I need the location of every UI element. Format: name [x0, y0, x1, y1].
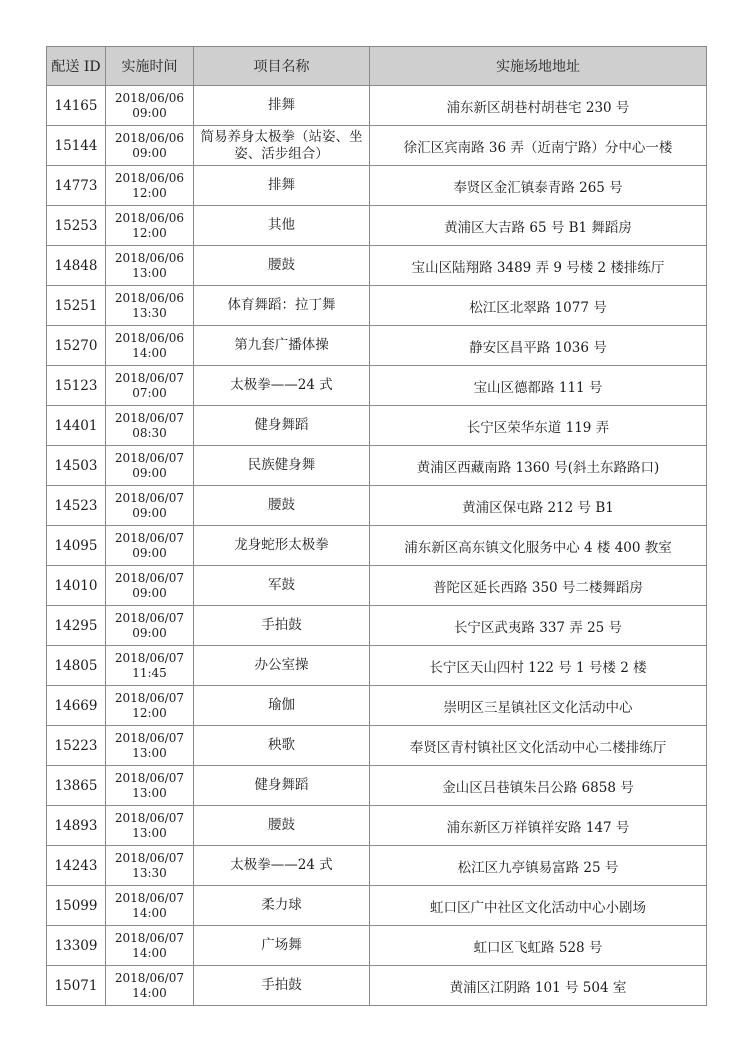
cell-id: 14165 — [47, 86, 106, 126]
cell-address: 浦东新区胡巷村胡巷宅 230 号 — [370, 86, 707, 126]
table-row — [47, 166, 707, 206]
cell-time — [106, 326, 194, 366]
table-row — [47, 126, 707, 166]
cell-date: 2018/06/07 — [114, 370, 185, 385]
cell-clock: 08:30 — [132, 425, 167, 440]
table-row — [47, 926, 707, 966]
cell-clock: 14:00 — [132, 905, 167, 920]
cell-clock: 12:00 — [132, 185, 167, 200]
cell-id: 14010 — [47, 566, 106, 606]
cell-project-name: 秧歌 — [194, 726, 370, 766]
cell-date: 2018/06/07 — [114, 850, 185, 865]
header-project-name: 项目名称 — [194, 47, 370, 86]
cell-project-name: 太极拳——24 式 — [194, 366, 370, 406]
cell-date: 2018/06/06 — [114, 290, 185, 305]
cell-time — [106, 366, 194, 406]
cell-id: 14773 — [47, 166, 106, 206]
cell-clock: 09:00 — [132, 465, 167, 480]
cell-address: 静安区昌平路 1036 号 — [370, 326, 707, 366]
table-row — [47, 86, 707, 126]
cell-clock: 09:00 — [132, 545, 167, 560]
cell-date: 2018/06/07 — [114, 770, 185, 785]
cell-project-name: 健身舞蹈 — [194, 406, 370, 446]
cell-time — [106, 86, 194, 126]
cell-project-name: 龙身蛇形太极拳 — [194, 526, 370, 566]
cell-address: 松江区九亭镇易富路 25 号 — [370, 846, 707, 886]
cell-clock: 09:00 — [132, 105, 167, 120]
cell-project-name: 办公室操 — [194, 646, 370, 686]
cell-address: 黄浦区保屯路 212 号 B1 — [370, 486, 707, 526]
cell-date: 2018/06/07 — [114, 610, 185, 625]
cell-date: 2018/06/06 — [114, 130, 185, 145]
cell-id: 14848 — [47, 246, 106, 286]
cell-id: 15099 — [47, 886, 106, 926]
cell-time — [106, 926, 194, 966]
cell-project-name: 排舞 — [194, 166, 370, 206]
cell-project-name: 军鼓 — [194, 566, 370, 606]
cell-clock: 13:00 — [132, 745, 167, 760]
cell-time — [106, 966, 194, 1006]
cell-address: 崇明区三星镇社区文化活动中心 — [370, 686, 707, 726]
table-row — [47, 766, 707, 806]
cell-time — [106, 566, 194, 606]
cell-address: 宝山区陆翔路 3489 弄 9 号楼 2 楼排练厅 — [370, 246, 707, 286]
cell-address: 长宁区荣华东道 119 弄 — [370, 406, 707, 446]
cell-time — [106, 246, 194, 286]
table-row — [47, 966, 707, 1006]
cell-clock: 14:00 — [132, 945, 167, 960]
table-row — [47, 486, 707, 526]
cell-address: 浦东新区高东镇文化服务中心 4 楼 400 教室 — [370, 526, 707, 566]
table-header-row — [47, 47, 707, 86]
header-address: 实施场地地址 — [370, 47, 707, 86]
cell-clock: 09:00 — [132, 625, 167, 640]
cell-date: 2018/06/07 — [114, 810, 185, 825]
cell-date: 2018/06/07 — [114, 450, 185, 465]
cell-address: 长宁区武夷路 337 弄 25 号 — [370, 606, 707, 646]
cell-date: 2018/06/07 — [114, 490, 185, 505]
cell-time — [106, 886, 194, 926]
cell-time — [106, 846, 194, 886]
cell-date: 2018/06/07 — [114, 650, 185, 665]
cell-time — [106, 286, 194, 326]
table-row — [47, 286, 707, 326]
cell-time — [106, 646, 194, 686]
cell-address: 金山区吕巷镇朱吕公路 6858 号 — [370, 766, 707, 806]
cell-date: 2018/06/07 — [114, 890, 185, 905]
table-row — [47, 726, 707, 766]
cell-id: 14805 — [47, 646, 106, 686]
table-row — [47, 846, 707, 886]
cell-project-name: 广场舞 — [194, 926, 370, 966]
header-time: 实施时间 — [106, 47, 194, 86]
cell-clock: 09:00 — [132, 585, 167, 600]
cell-id: 14401 — [47, 406, 106, 446]
cell-time — [106, 606, 194, 646]
cell-id: 14523 — [47, 486, 106, 526]
cell-clock: 07:00 — [132, 385, 167, 400]
cell-clock: 13:00 — [132, 265, 167, 280]
cell-id: 15071 — [47, 966, 106, 1006]
cell-date: 2018/06/06 — [114, 250, 185, 265]
cell-time — [106, 166, 194, 206]
cell-date: 2018/06/07 — [114, 570, 185, 585]
cell-project-name: 排舞 — [194, 86, 370, 126]
cell-date: 2018/06/07 — [114, 410, 185, 425]
cell-clock: 12:00 — [132, 705, 167, 720]
cell-date: 2018/06/06 — [114, 170, 185, 185]
cell-id: 14095 — [47, 526, 106, 566]
cell-address: 奉贤区金汇镇泰青路 265 号 — [370, 166, 707, 206]
cell-time — [106, 446, 194, 486]
table-row — [47, 366, 707, 406]
cell-address: 黄浦区大吉路 65 号 B1 舞蹈房 — [370, 206, 707, 246]
cell-project-name: 柔力球 — [194, 886, 370, 926]
cell-id: 14243 — [47, 846, 106, 886]
table-row — [47, 326, 707, 366]
cell-date: 2018/06/07 — [114, 970, 185, 985]
cell-time — [106, 806, 194, 846]
cell-id: 13865 — [47, 766, 106, 806]
cell-id: 14669 — [47, 686, 106, 726]
cell-time — [106, 206, 194, 246]
cell-address: 浦东新区万祥镇祥安路 147 号 — [370, 806, 707, 846]
cell-project-name: 手拍鼓 — [194, 606, 370, 646]
table-row — [47, 446, 707, 486]
cell-id: 14503 — [47, 446, 106, 486]
cell-project-name: 瑜伽 — [194, 686, 370, 726]
table-row — [47, 206, 707, 246]
table-row — [47, 406, 707, 446]
table-row — [47, 246, 707, 286]
cell-project-name: 第九套广播体操 — [194, 326, 370, 366]
cell-address: 普陀区延长西路 350 号二楼舞蹈房 — [370, 566, 707, 606]
cell-project-name: 腰鼓 — [194, 806, 370, 846]
schedule-table — [46, 46, 707, 1006]
cell-project-name: 其他 — [194, 206, 370, 246]
cell-id: 15223 — [47, 726, 106, 766]
cell-clock: 11:45 — [132, 665, 167, 680]
table-row — [47, 806, 707, 846]
cell-id: 13309 — [47, 926, 106, 966]
cell-project-name: 健身舞蹈 — [194, 766, 370, 806]
cell-date: 2018/06/07 — [114, 930, 185, 945]
table-row — [47, 646, 707, 686]
cell-time — [106, 726, 194, 766]
cell-id: 15123 — [47, 366, 106, 406]
table-row — [47, 566, 707, 606]
cell-date: 2018/06/06 — [114, 330, 185, 345]
cell-id: 15144 — [47, 126, 106, 166]
cell-address: 徐汇区宾南路 36 弄（近南宁路）分中心一楼 — [370, 126, 707, 166]
table-row — [47, 606, 707, 646]
cell-project-name: 腰鼓 — [194, 246, 370, 286]
cell-project-name: 太极拳——24 式 — [194, 846, 370, 886]
cell-clock: 13:00 — [132, 825, 167, 840]
cell-clock: 13:00 — [132, 785, 167, 800]
cell-address: 黄浦区西藏南路 1360 号(斜土东路路口) — [370, 446, 707, 486]
cell-address: 黄浦区江阴路 101 号 504 室 — [370, 966, 707, 1006]
cell-clock: 14:00 — [132, 985, 167, 1000]
document-page — [46, 46, 706, 1006]
cell-clock: 09:00 — [132, 505, 167, 520]
cell-project-name: 民族健身舞 — [194, 446, 370, 486]
cell-clock: 12:00 — [132, 225, 167, 240]
cell-clock: 13:30 — [132, 865, 167, 880]
cell-time — [106, 766, 194, 806]
cell-clock: 09:00 — [132, 145, 167, 160]
cell-date: 2018/06/07 — [114, 690, 185, 705]
cell-project-name: 手拍鼓 — [194, 966, 370, 1006]
cell-time — [106, 406, 194, 446]
cell-address: 奉贤区青村镇社区文化活动中心二楼排练厅 — [370, 726, 707, 766]
cell-project-name: 腰鼓 — [194, 486, 370, 526]
cell-date: 2018/06/07 — [114, 730, 185, 745]
cell-clock: 14:00 — [132, 345, 167, 360]
cell-project-name: 体育舞蹈：拉丁舞 — [194, 286, 370, 326]
cell-id: 14893 — [47, 806, 106, 846]
cell-id: 15251 — [47, 286, 106, 326]
cell-time — [106, 686, 194, 726]
cell-id: 14295 — [47, 606, 106, 646]
cell-id: 15253 — [47, 206, 106, 246]
cell-address: 虹口区广中社区文化活动中心小剧场 — [370, 886, 707, 926]
cell-date: 2018/06/06 — [114, 210, 185, 225]
cell-date: 2018/06/06 — [114, 90, 185, 105]
cell-address: 宝山区德都路 111 号 — [370, 366, 707, 406]
table-row — [47, 886, 707, 926]
table-row — [47, 686, 707, 726]
header-id: 配送 ID — [47, 47, 106, 86]
cell-address: 虹口区飞虹路 528 号 — [370, 926, 707, 966]
cell-time — [106, 486, 194, 526]
cell-address: 长宁区天山四村 122 号 1 号楼 2 楼 — [370, 646, 707, 686]
cell-time — [106, 526, 194, 566]
cell-project-name: 简易养身太极拳（站姿、坐姿、活步组合） — [194, 126, 370, 166]
table-row — [47, 526, 707, 566]
cell-date: 2018/06/07 — [114, 530, 185, 545]
cell-clock: 13:30 — [132, 305, 167, 320]
cell-id: 15270 — [47, 326, 106, 366]
cell-time — [106, 126, 194, 166]
cell-address: 松江区北翠路 1077 号 — [370, 286, 707, 326]
